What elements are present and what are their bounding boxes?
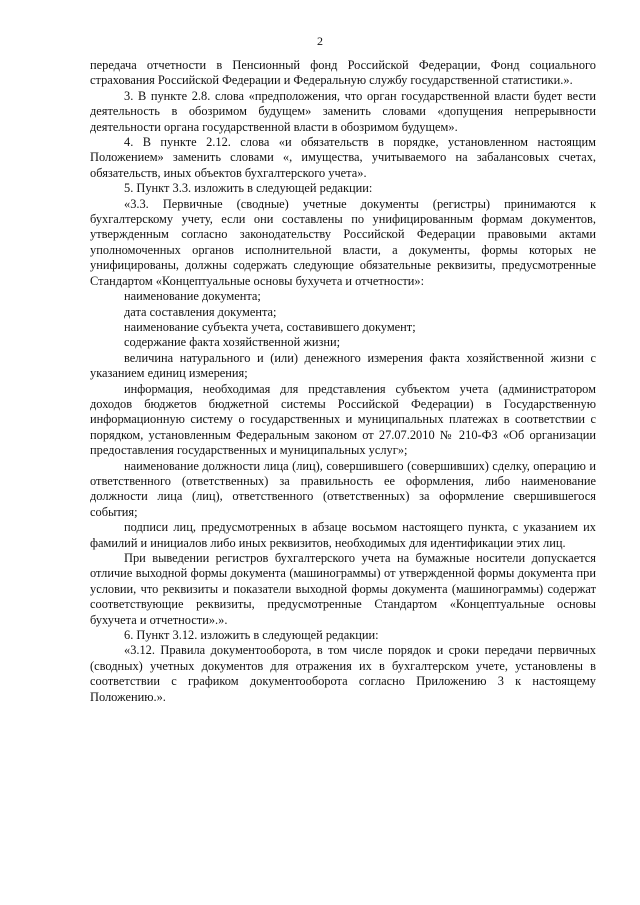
- list-item-measurement: величина натурального и (или) денежного измерения факта хозяйственной жизни с указанием единиц измерения;: [90, 350, 596, 381]
- list-item-gis-info: информация, необходимая для представления субъектом учета (администратором доходов бюджетов бюджетной системы Российской Федерации) в Государственную информационную систему о государственных и муниципальных платежах в соответствии с порядком, установленным Федеральным законом от 27.07.2010 № 210-ФЗ «Об организации предоставления государственных и муниципальных услуг»;: [90, 381, 596, 458]
- paragraph-item-4: 4. В пункте 2.12. слова «и обязательств в порядке, установленном настоящим Положением» заменить словами «, имущества, учитываемого на забалансовых счетах, обязательств, иных объектов бухгалтерского учета».: [90, 135, 596, 180]
- list-item-document-date: дата составления документа;: [124, 304, 277, 319]
- paragraph-3-12: «3.12. Правила документооборота, в том числе порядок и сроки передачи первичных (сводных) учетных документов для отражения их в бухгалтерском учете, установлены в соответствии с графиком документооборота согласно Приложению 3 к настоящему Положению.».: [90, 643, 596, 704]
- list-item-subject-name: наименование субъекта учета, составившего документ;: [124, 319, 416, 334]
- list-item-fact-content: содержание факта хозяйственной жизни;: [124, 335, 341, 350]
- paragraph-item-6: 6. Пункт 3.12. изложить в следующей редакции:: [124, 628, 379, 643]
- paragraph-paper-output: При выведении регистров бухгалтерского учета на бумажные носители допускается отличие выходной формы документа (машинограммы) от утвержденной формы документа при условии, что реквизиты и показатели выходной формы документа (машинограммы) содержат соответствующие реквизиты, предусмотренные Стандартом «Концептуальные основы бухучета и отчетности».».: [90, 551, 596, 627]
- paragraph-3-3: «3.3. Первичные (сводные) учетные документы (регистры) принимаются к бухгалтерскому учету, если они составлены по унифицированным формам документов, утвержденным согласно законодательству Российской Федерации правовыми актами уполномоченных органов исполнительной власти, а документы, формы которых не унифицированы, должны содержать следующие обязательные реквизиты, предусмотренные Стандартом «Концептуальные основы бухучета и отчетности»:: [90, 196, 596, 288]
- paragraph-item-3: 3. В пункте 2.8. слова «предположения, что орган государственной власти будет вести деятельность в обозримом будущем» заменить словами «допущения непрерывности деятельности органа государственной власти в обозримом будущем».: [90, 88, 596, 134]
- page-number: 2: [317, 34, 323, 48]
- paragraph-pension-fund: передача отчетности в Пенсионный фонд Российской Федерации, Фонд социального страхования Российской Федерации и Федеральную службу государственной статистики.».: [90, 58, 596, 88]
- list-item-signatures: подписи лиц, предусмотренных в абзаце восьмом настоящего пункта, с указанием их фамилий и инициалов либо иных реквизитов, необходимых для идентификации этих лиц.: [90, 520, 596, 550]
- list-item-position: наименование должности лица (лиц), совершившего (совершивших) сделку, операцию и ответственного (ответственных) за правильность ее оформления, либо наименование должности лица (лиц), ответственного (ответственных) за оформление свершившегося события;: [90, 458, 596, 519]
- list-item-document-name: наименование документа;: [124, 289, 261, 304]
- paragraph-item-5: 5. Пункт 3.3. изложить в следующей редакции:: [124, 181, 373, 196]
- document-body: [90, 58, 596, 705]
